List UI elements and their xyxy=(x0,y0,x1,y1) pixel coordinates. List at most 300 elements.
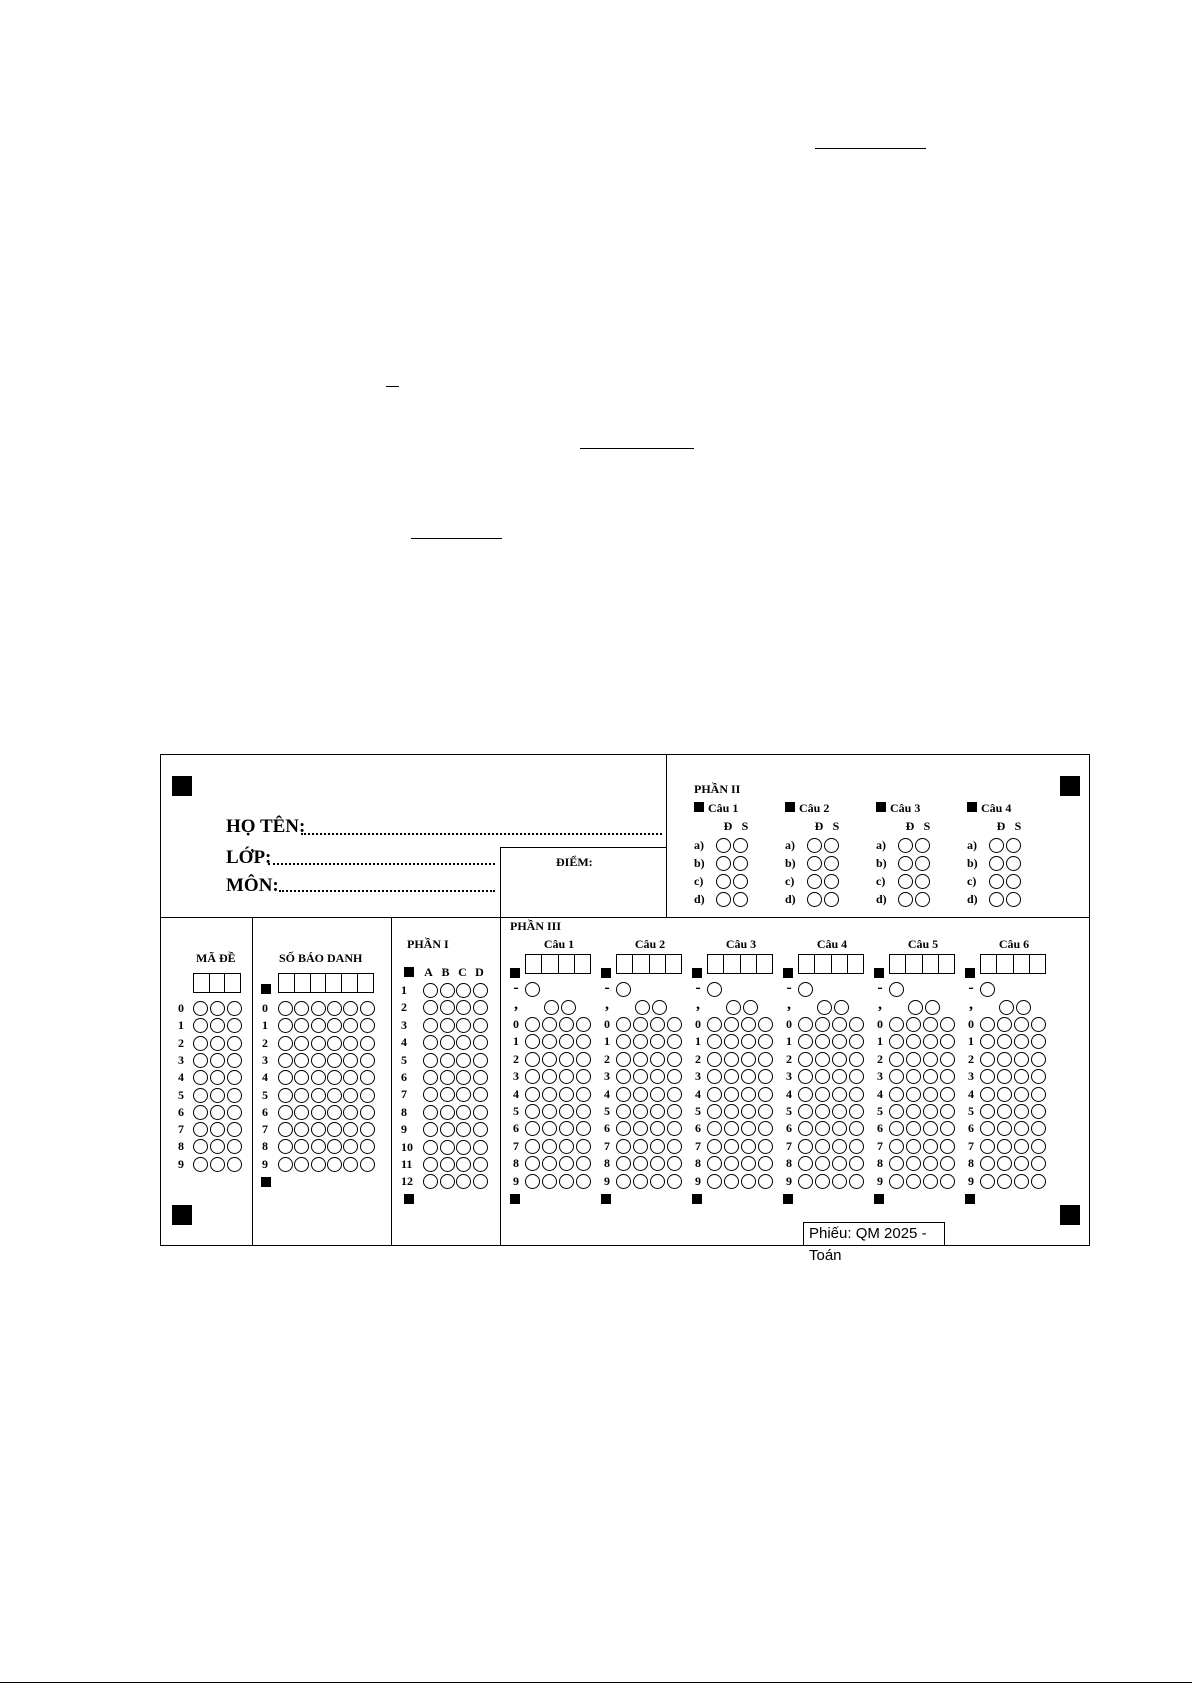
part3-q5-digit-bubble[interactable] xyxy=(889,1034,904,1049)
sbd-bubble[interactable] xyxy=(343,1122,358,1137)
part3-q1-digit-bubble[interactable] xyxy=(559,1121,574,1136)
sbd-bubble[interactable] xyxy=(343,1036,358,1051)
entry-cell[interactable] xyxy=(357,974,373,992)
part3-q3-digit-bubble[interactable] xyxy=(724,1087,739,1102)
part3-q5-digit-bubble[interactable] xyxy=(940,1017,955,1032)
sbd-bubble[interactable] xyxy=(327,1070,342,1085)
part1-q6-C-bubble[interactable] xyxy=(456,1070,471,1085)
ma-de-bubble[interactable] xyxy=(193,1122,208,1137)
part3-q6-digit-bubble[interactable] xyxy=(997,1139,1012,1154)
part3-q6-digit-bubble[interactable] xyxy=(980,1052,995,1067)
part2-q1-a-sai-bubble[interactable] xyxy=(733,838,748,853)
part3-q2-digit-bubble[interactable] xyxy=(650,1174,665,1189)
part1-q5-D-bubble[interactable] xyxy=(473,1053,488,1068)
part3-q6-digit-bubble[interactable] xyxy=(1014,1174,1029,1189)
part3-q2-digit-bubble[interactable] xyxy=(633,1121,648,1136)
sbd-bubble[interactable] xyxy=(294,1088,309,1103)
entry-cell[interactable] xyxy=(981,955,996,973)
part3-q4-digit-bubble[interactable] xyxy=(832,1104,847,1119)
part1-q11-D-bubble[interactable] xyxy=(473,1157,488,1172)
ma-de-bubble[interactable] xyxy=(193,1018,208,1033)
part2-q4-b-sai-bubble[interactable] xyxy=(1006,856,1021,871)
ma-de-bubble[interactable] xyxy=(227,1122,242,1137)
part2-q4-b-dung-bubble[interactable] xyxy=(989,856,1004,871)
ma-de-bubble[interactable] xyxy=(193,1139,208,1154)
ma-de-bubble[interactable] xyxy=(210,1105,225,1120)
part2-q1-b-dung-bubble[interactable] xyxy=(716,856,731,871)
part3-q6-digit-bubble[interactable] xyxy=(997,1034,1012,1049)
sbd-bubble[interactable] xyxy=(360,1105,375,1120)
part3-q1-comma-bubble-2[interactable] xyxy=(561,1000,576,1015)
part3-q5-digit-bubble[interactable] xyxy=(940,1156,955,1171)
part3-q4-digit-bubble[interactable] xyxy=(849,1104,864,1119)
part3-q4-digit-bubble[interactable] xyxy=(849,1034,864,1049)
part3-q1-digit-bubble[interactable] xyxy=(525,1104,540,1119)
part3-q4-entry-boxes[interactable] xyxy=(798,954,864,974)
part1-q4-C-bubble[interactable] xyxy=(456,1035,471,1050)
part3-q3-digit-bubble[interactable] xyxy=(758,1017,773,1032)
sbd-bubble[interactable] xyxy=(278,1053,293,1068)
part3-q1-minus-bubble[interactable] xyxy=(525,982,540,997)
part3-q4-digit-bubble[interactable] xyxy=(798,1139,813,1154)
ma-de-bubble[interactable] xyxy=(210,1001,225,1016)
part2-q2-a-dung-bubble[interactable] xyxy=(807,838,822,853)
part3-q6-digit-bubble[interactable] xyxy=(1031,1156,1046,1171)
part3-q1-digit-bubble[interactable] xyxy=(576,1017,591,1032)
part3-q1-digit-bubble[interactable] xyxy=(559,1156,574,1171)
sbd-bubble[interactable] xyxy=(311,1088,326,1103)
part3-q1-digit-bubble[interactable] xyxy=(576,1121,591,1136)
entry-cell[interactable] xyxy=(665,955,681,973)
part2-q3-b-dung-bubble[interactable] xyxy=(898,856,913,871)
part3-q5-digit-bubble[interactable] xyxy=(940,1052,955,1067)
part3-q6-digit-bubble[interactable] xyxy=(980,1121,995,1136)
part3-q3-minus-bubble[interactable] xyxy=(707,982,722,997)
entry-cell[interactable] xyxy=(224,974,240,992)
part3-q1-digit-bubble[interactable] xyxy=(525,1069,540,1084)
part3-q5-digit-bubble[interactable] xyxy=(923,1139,938,1154)
part1-q2-A-bubble[interactable] xyxy=(423,1000,438,1015)
sbd-bubble[interactable] xyxy=(360,1088,375,1103)
part3-q1-digit-bubble[interactable] xyxy=(525,1139,540,1154)
part2-q3-a-dung-bubble[interactable] xyxy=(898,838,913,853)
part3-q1-digit-bubble[interactable] xyxy=(542,1069,557,1084)
entry-cell[interactable] xyxy=(558,955,574,973)
part3-q1-digit-bubble[interactable] xyxy=(559,1087,574,1102)
part3-q6-digit-bubble[interactable] xyxy=(1031,1139,1046,1154)
part3-q3-digit-bubble[interactable] xyxy=(758,1139,773,1154)
part1-q3-B-bubble[interactable] xyxy=(440,1018,455,1033)
part3-q6-digit-bubble[interactable] xyxy=(997,1121,1012,1136)
part3-q4-digit-bubble[interactable] xyxy=(798,1052,813,1067)
part3-q5-digit-bubble[interactable] xyxy=(906,1174,921,1189)
part2-q1-d-dung-bubble[interactable] xyxy=(716,892,731,907)
part2-q2-d-sai-bubble[interactable] xyxy=(824,892,839,907)
part3-q1-digit-bubble[interactable] xyxy=(525,1087,540,1102)
entry-cell[interactable] xyxy=(325,974,341,992)
sbd-bubble[interactable] xyxy=(311,1139,326,1154)
part1-q11-C-bubble[interactable] xyxy=(456,1157,471,1172)
part3-q1-digit-bubble[interactable] xyxy=(576,1087,591,1102)
sbd-bubble[interactable] xyxy=(327,1088,342,1103)
part3-q3-digit-bubble[interactable] xyxy=(707,1156,722,1171)
part3-q1-digit-bubble[interactable] xyxy=(576,1104,591,1119)
sbd-bubble[interactable] xyxy=(294,1036,309,1051)
part3-q4-digit-bubble[interactable] xyxy=(832,1052,847,1067)
sbd-bubble[interactable] xyxy=(360,1157,375,1172)
part3-q2-digit-bubble[interactable] xyxy=(616,1052,631,1067)
part3-q2-digit-bubble[interactable] xyxy=(667,1052,682,1067)
sbd-bubble[interactable] xyxy=(294,1122,309,1137)
sbd-bubble[interactable] xyxy=(294,1105,309,1120)
part3-q6-digit-bubble[interactable] xyxy=(1014,1156,1029,1171)
part3-q1-digit-bubble[interactable] xyxy=(525,1034,540,1049)
part3-q3-digit-bubble[interactable] xyxy=(741,1121,756,1136)
part3-q3-digit-bubble[interactable] xyxy=(741,1174,756,1189)
part3-q1-digit-bubble[interactable] xyxy=(525,1156,540,1171)
part3-q2-digit-bubble[interactable] xyxy=(616,1104,631,1119)
sbd-bubble[interactable] xyxy=(327,1157,342,1172)
part3-q4-digit-bubble[interactable] xyxy=(798,1069,813,1084)
part3-q5-digit-bubble[interactable] xyxy=(906,1121,921,1136)
entry-cell[interactable] xyxy=(890,955,905,973)
part3-q1-digit-bubble[interactable] xyxy=(525,1121,540,1136)
sbd-bubble[interactable] xyxy=(360,1053,375,1068)
part3-q5-digit-bubble[interactable] xyxy=(889,1121,904,1136)
part3-q1-digit-bubble[interactable] xyxy=(542,1156,557,1171)
part1-q5-A-bubble[interactable] xyxy=(423,1053,438,1068)
sbd-bubble[interactable] xyxy=(294,1018,309,1033)
part3-q2-digit-bubble[interactable] xyxy=(650,1121,665,1136)
part2-q4-d-sai-bubble[interactable] xyxy=(1006,892,1021,907)
sbd-bubble[interactable] xyxy=(343,1088,358,1103)
sbd-entry-boxes[interactable] xyxy=(278,973,374,993)
ma-de-bubble[interactable] xyxy=(193,1070,208,1085)
ma-de-bubble[interactable] xyxy=(227,1036,242,1051)
part3-q5-digit-bubble[interactable] xyxy=(889,1052,904,1067)
part3-q2-digit-bubble[interactable] xyxy=(667,1174,682,1189)
ma-de-bubble[interactable] xyxy=(193,1105,208,1120)
part2-q1-d-sai-bubble[interactable] xyxy=(733,892,748,907)
part3-q4-digit-bubble[interactable] xyxy=(798,1087,813,1102)
part1-q2-B-bubble[interactable] xyxy=(440,1000,455,1015)
part3-q6-digit-bubble[interactable] xyxy=(997,1156,1012,1171)
part3-q2-digit-bubble[interactable] xyxy=(650,1156,665,1171)
part3-q3-digit-bubble[interactable] xyxy=(741,1087,756,1102)
part3-q1-digit-bubble[interactable] xyxy=(542,1052,557,1067)
part3-q1-digit-bubble[interactable] xyxy=(542,1017,557,1032)
entry-cell[interactable] xyxy=(799,955,814,973)
part3-q5-digit-bubble[interactable] xyxy=(906,1017,921,1032)
part3-q2-digit-bubble[interactable] xyxy=(667,1017,682,1032)
entry-cell[interactable] xyxy=(310,974,326,992)
part3-q6-digit-bubble[interactable] xyxy=(1031,1087,1046,1102)
part3-q1-digit-bubble[interactable] xyxy=(542,1087,557,1102)
part1-q9-D-bubble[interactable] xyxy=(473,1122,488,1137)
part3-q2-digit-bubble[interactable] xyxy=(650,1034,665,1049)
part3-q2-digit-bubble[interactable] xyxy=(616,1017,631,1032)
part1-q6-A-bubble[interactable] xyxy=(423,1070,438,1085)
sbd-bubble[interactable] xyxy=(343,1018,358,1033)
ho-ten-field[interactable] xyxy=(301,833,662,835)
ma-de-bubble[interactable] xyxy=(193,1001,208,1016)
part3-q2-comma-bubble-1[interactable] xyxy=(635,1000,650,1015)
part3-q1-digit-bubble[interactable] xyxy=(542,1174,557,1189)
part3-q2-digit-bubble[interactable] xyxy=(633,1052,648,1067)
part3-q5-digit-bubble[interactable] xyxy=(940,1121,955,1136)
part3-q6-digit-bubble[interactable] xyxy=(1031,1017,1046,1032)
sbd-bubble[interactable] xyxy=(327,1105,342,1120)
part3-q4-digit-bubble[interactable] xyxy=(815,1156,830,1171)
part3-q1-digit-bubble[interactable] xyxy=(525,1017,540,1032)
part3-q2-digit-bubble[interactable] xyxy=(650,1139,665,1154)
part3-q6-digit-bubble[interactable] xyxy=(1014,1087,1029,1102)
sbd-bubble[interactable] xyxy=(343,1105,358,1120)
sbd-bubble[interactable] xyxy=(360,1122,375,1137)
part3-q3-digit-bubble[interactable] xyxy=(707,1034,722,1049)
part3-q4-digit-bubble[interactable] xyxy=(832,1034,847,1049)
part3-q6-digit-bubble[interactable] xyxy=(1014,1052,1029,1067)
part3-q2-digit-bubble[interactable] xyxy=(667,1034,682,1049)
part2-q4-c-sai-bubble[interactable] xyxy=(1006,874,1021,889)
part2-q2-b-dung-bubble[interactable] xyxy=(807,856,822,871)
entry-cell[interactable] xyxy=(617,955,632,973)
ma-de-bubble[interactable] xyxy=(193,1157,208,1172)
part3-q1-digit-bubble[interactable] xyxy=(576,1069,591,1084)
part3-q3-digit-bubble[interactable] xyxy=(724,1139,739,1154)
part3-q5-digit-bubble[interactable] xyxy=(906,1139,921,1154)
part3-q4-digit-bubble[interactable] xyxy=(815,1174,830,1189)
part1-q3-D-bubble[interactable] xyxy=(473,1018,488,1033)
part3-q6-digit-bubble[interactable] xyxy=(980,1034,995,1049)
entry-cell[interactable] xyxy=(740,955,756,973)
sbd-bubble[interactable] xyxy=(278,1001,293,1016)
ma-de-bubble[interactable] xyxy=(227,1001,242,1016)
ma-de-bubble[interactable] xyxy=(210,1157,225,1172)
part1-q7-D-bubble[interactable] xyxy=(473,1087,488,1102)
part3-q5-digit-bubble[interactable] xyxy=(906,1087,921,1102)
part3-q5-digit-bubble[interactable] xyxy=(940,1104,955,1119)
part3-q5-digit-bubble[interactable] xyxy=(923,1034,938,1049)
part3-q4-digit-bubble[interactable] xyxy=(815,1104,830,1119)
part3-q6-digit-bubble[interactable] xyxy=(997,1174,1012,1189)
part3-q3-digit-bubble[interactable] xyxy=(707,1017,722,1032)
part2-q2-c-sai-bubble[interactable] xyxy=(824,874,839,889)
part3-q6-digit-bubble[interactable] xyxy=(1014,1034,1029,1049)
part3-q3-digit-bubble[interactable] xyxy=(707,1174,722,1189)
part3-q3-digit-bubble[interactable] xyxy=(741,1139,756,1154)
entry-cell[interactable] xyxy=(279,974,294,992)
ma-de-bubble[interactable] xyxy=(210,1018,225,1033)
ma-de-bubble[interactable] xyxy=(227,1157,242,1172)
sbd-bubble[interactable] xyxy=(311,1036,326,1051)
part3-q3-digit-bubble[interactable] xyxy=(707,1121,722,1136)
part3-q4-digit-bubble[interactable] xyxy=(849,1087,864,1102)
part3-q4-digit-bubble[interactable] xyxy=(849,1069,864,1084)
part3-q2-digit-bubble[interactable] xyxy=(667,1087,682,1102)
part3-q1-digit-bubble[interactable] xyxy=(576,1156,591,1171)
part3-q5-digit-bubble[interactable] xyxy=(906,1034,921,1049)
part1-q1-A-bubble[interactable] xyxy=(423,983,438,998)
part3-q5-digit-bubble[interactable] xyxy=(923,1087,938,1102)
ma-de-bubble[interactable] xyxy=(210,1088,225,1103)
sbd-bubble[interactable] xyxy=(343,1053,358,1068)
part3-q4-digit-bubble[interactable] xyxy=(815,1087,830,1102)
part3-q1-digit-bubble[interactable] xyxy=(576,1052,591,1067)
part3-q4-digit-bubble[interactable] xyxy=(815,1017,830,1032)
part3-q2-digit-bubble[interactable] xyxy=(616,1087,631,1102)
part1-q6-B-bubble[interactable] xyxy=(440,1070,455,1085)
part3-q3-comma-bubble-1[interactable] xyxy=(726,1000,741,1015)
part3-q5-digit-bubble[interactable] xyxy=(940,1174,955,1189)
ma-de-bubble[interactable] xyxy=(193,1036,208,1051)
part3-q5-digit-bubble[interactable] xyxy=(889,1069,904,1084)
part3-q6-minus-bubble[interactable] xyxy=(980,982,995,997)
part3-q6-entry-boxes[interactable] xyxy=(980,954,1046,974)
part3-q3-digit-bubble[interactable] xyxy=(707,1104,722,1119)
part3-q3-digit-bubble[interactable] xyxy=(707,1087,722,1102)
entry-cell[interactable] xyxy=(708,955,723,973)
part1-q12-C-bubble[interactable] xyxy=(456,1174,471,1189)
sbd-bubble[interactable] xyxy=(311,1157,326,1172)
part3-q1-digit-bubble[interactable] xyxy=(559,1104,574,1119)
part3-q2-digit-bubble[interactable] xyxy=(633,1174,648,1189)
part3-q2-digit-bubble[interactable] xyxy=(616,1156,631,1171)
part3-q2-digit-bubble[interactable] xyxy=(667,1139,682,1154)
part2-q4-d-dung-bubble[interactable] xyxy=(989,892,1004,907)
part2-q1-c-sai-bubble[interactable] xyxy=(733,874,748,889)
part3-q6-digit-bubble[interactable] xyxy=(1014,1104,1029,1119)
sbd-bubble[interactable] xyxy=(343,1139,358,1154)
sbd-bubble[interactable] xyxy=(360,1139,375,1154)
part3-q6-digit-bubble[interactable] xyxy=(1031,1104,1046,1119)
entry-cell[interactable] xyxy=(526,955,541,973)
ma-de-bubble[interactable] xyxy=(227,1070,242,1085)
part1-q6-D-bubble[interactable] xyxy=(473,1070,488,1085)
ma-de-entry-boxes[interactable] xyxy=(193,973,241,993)
part3-q4-digit-bubble[interactable] xyxy=(815,1139,830,1154)
entry-cell[interactable] xyxy=(905,955,921,973)
entry-cell[interactable] xyxy=(649,955,665,973)
part3-q3-digit-bubble[interactable] xyxy=(724,1174,739,1189)
part2-q4-c-dung-bubble[interactable] xyxy=(989,874,1004,889)
part3-q1-entry-boxes[interactable] xyxy=(525,954,591,974)
ma-de-bubble[interactable] xyxy=(227,1105,242,1120)
part3-q3-digit-bubble[interactable] xyxy=(724,1156,739,1171)
part3-q5-digit-bubble[interactable] xyxy=(940,1034,955,1049)
sbd-bubble[interactable] xyxy=(311,1001,326,1016)
part3-q2-digit-bubble[interactable] xyxy=(667,1121,682,1136)
part3-q4-minus-bubble[interactable] xyxy=(798,982,813,997)
part3-q5-digit-bubble[interactable] xyxy=(923,1121,938,1136)
part3-q3-digit-bubble[interactable] xyxy=(758,1069,773,1084)
part3-q1-digit-bubble[interactable] xyxy=(559,1052,574,1067)
part1-q1-B-bubble[interactable] xyxy=(440,983,455,998)
part3-q1-digit-bubble[interactable] xyxy=(542,1139,557,1154)
part1-q8-B-bubble[interactable] xyxy=(440,1105,455,1120)
ma-de-bubble[interactable] xyxy=(193,1088,208,1103)
part1-q4-A-bubble[interactable] xyxy=(423,1035,438,1050)
part3-q6-digit-bubble[interactable] xyxy=(980,1017,995,1032)
entry-cell[interactable] xyxy=(996,955,1012,973)
sbd-bubble[interactable] xyxy=(360,1070,375,1085)
ma-de-bubble[interactable] xyxy=(210,1139,225,1154)
part3-q5-minus-bubble[interactable] xyxy=(889,982,904,997)
sbd-bubble[interactable] xyxy=(327,1139,342,1154)
part3-q3-comma-bubble-2[interactable] xyxy=(743,1000,758,1015)
entry-cell[interactable] xyxy=(194,974,209,992)
sbd-bubble[interactable] xyxy=(294,1157,309,1172)
part3-q6-digit-bubble[interactable] xyxy=(1014,1121,1029,1136)
part1-q9-A-bubble[interactable] xyxy=(423,1122,438,1137)
part3-q2-digit-bubble[interactable] xyxy=(633,1069,648,1084)
part3-q3-digit-bubble[interactable] xyxy=(741,1156,756,1171)
lop-field[interactable] xyxy=(268,863,495,865)
sbd-bubble[interactable] xyxy=(360,1001,375,1016)
part2-q3-c-sai-bubble[interactable] xyxy=(915,874,930,889)
part3-q6-digit-bubble[interactable] xyxy=(997,1104,1012,1119)
part1-q11-A-bubble[interactable] xyxy=(423,1157,438,1172)
part3-q5-entry-boxes[interactable] xyxy=(889,954,955,974)
part1-q7-C-bubble[interactable] xyxy=(456,1087,471,1102)
part1-q5-B-bubble[interactable] xyxy=(440,1053,455,1068)
part3-q3-digit-bubble[interactable] xyxy=(724,1034,739,1049)
part3-q6-digit-bubble[interactable] xyxy=(997,1017,1012,1032)
ma-de-bubble[interactable] xyxy=(210,1036,225,1051)
entry-cell[interactable] xyxy=(209,974,225,992)
part3-q6-digit-bubble[interactable] xyxy=(1031,1052,1046,1067)
sbd-bubble[interactable] xyxy=(278,1157,293,1172)
part3-q4-comma-bubble-1[interactable] xyxy=(817,1000,832,1015)
part3-q2-digit-bubble[interactable] xyxy=(633,1087,648,1102)
part3-q5-comma-bubble-2[interactable] xyxy=(925,1000,940,1015)
part3-q5-digit-bubble[interactable] xyxy=(940,1087,955,1102)
part3-q3-digit-bubble[interactable] xyxy=(707,1069,722,1084)
sbd-bubble[interactable] xyxy=(278,1018,293,1033)
part3-q4-digit-bubble[interactable] xyxy=(832,1156,847,1171)
sbd-bubble[interactable] xyxy=(278,1036,293,1051)
part3-q1-digit-bubble[interactable] xyxy=(559,1139,574,1154)
ma-de-bubble[interactable] xyxy=(227,1088,242,1103)
part3-q5-digit-bubble[interactable] xyxy=(923,1017,938,1032)
part3-q6-digit-bubble[interactable] xyxy=(980,1156,995,1171)
part3-q6-digit-bubble[interactable] xyxy=(1014,1017,1029,1032)
part3-q4-digit-bubble[interactable] xyxy=(832,1017,847,1032)
part3-q1-digit-bubble[interactable] xyxy=(576,1034,591,1049)
entry-cell[interactable] xyxy=(341,974,357,992)
part3-q2-entry-boxes[interactable] xyxy=(616,954,682,974)
part3-q6-digit-bubble[interactable] xyxy=(980,1104,995,1119)
part3-q5-digit-bubble[interactable] xyxy=(889,1139,904,1154)
entry-cell[interactable] xyxy=(1029,955,1045,973)
part3-q3-digit-bubble[interactable] xyxy=(758,1087,773,1102)
sbd-bubble[interactable] xyxy=(294,1053,309,1068)
part2-q1-c-dung-bubble[interactable] xyxy=(716,874,731,889)
part1-q8-A-bubble[interactable] xyxy=(423,1105,438,1120)
part3-q3-digit-bubble[interactable] xyxy=(724,1017,739,1032)
part3-q4-digit-bubble[interactable] xyxy=(849,1017,864,1032)
part3-q2-digit-bubble[interactable] xyxy=(616,1174,631,1189)
sbd-bubble[interactable] xyxy=(327,1053,342,1068)
part3-q2-digit-bubble[interactable] xyxy=(616,1034,631,1049)
part2-q2-a-sai-bubble[interactable] xyxy=(824,838,839,853)
part3-q1-digit-bubble[interactable] xyxy=(542,1104,557,1119)
part3-q2-digit-bubble[interactable] xyxy=(667,1156,682,1171)
part1-q4-D-bubble[interactable] xyxy=(473,1035,488,1050)
part1-q8-D-bubble[interactable] xyxy=(473,1105,488,1120)
part3-q6-comma-bubble-1[interactable] xyxy=(999,1000,1014,1015)
part3-q4-digit-bubble[interactable] xyxy=(849,1139,864,1154)
